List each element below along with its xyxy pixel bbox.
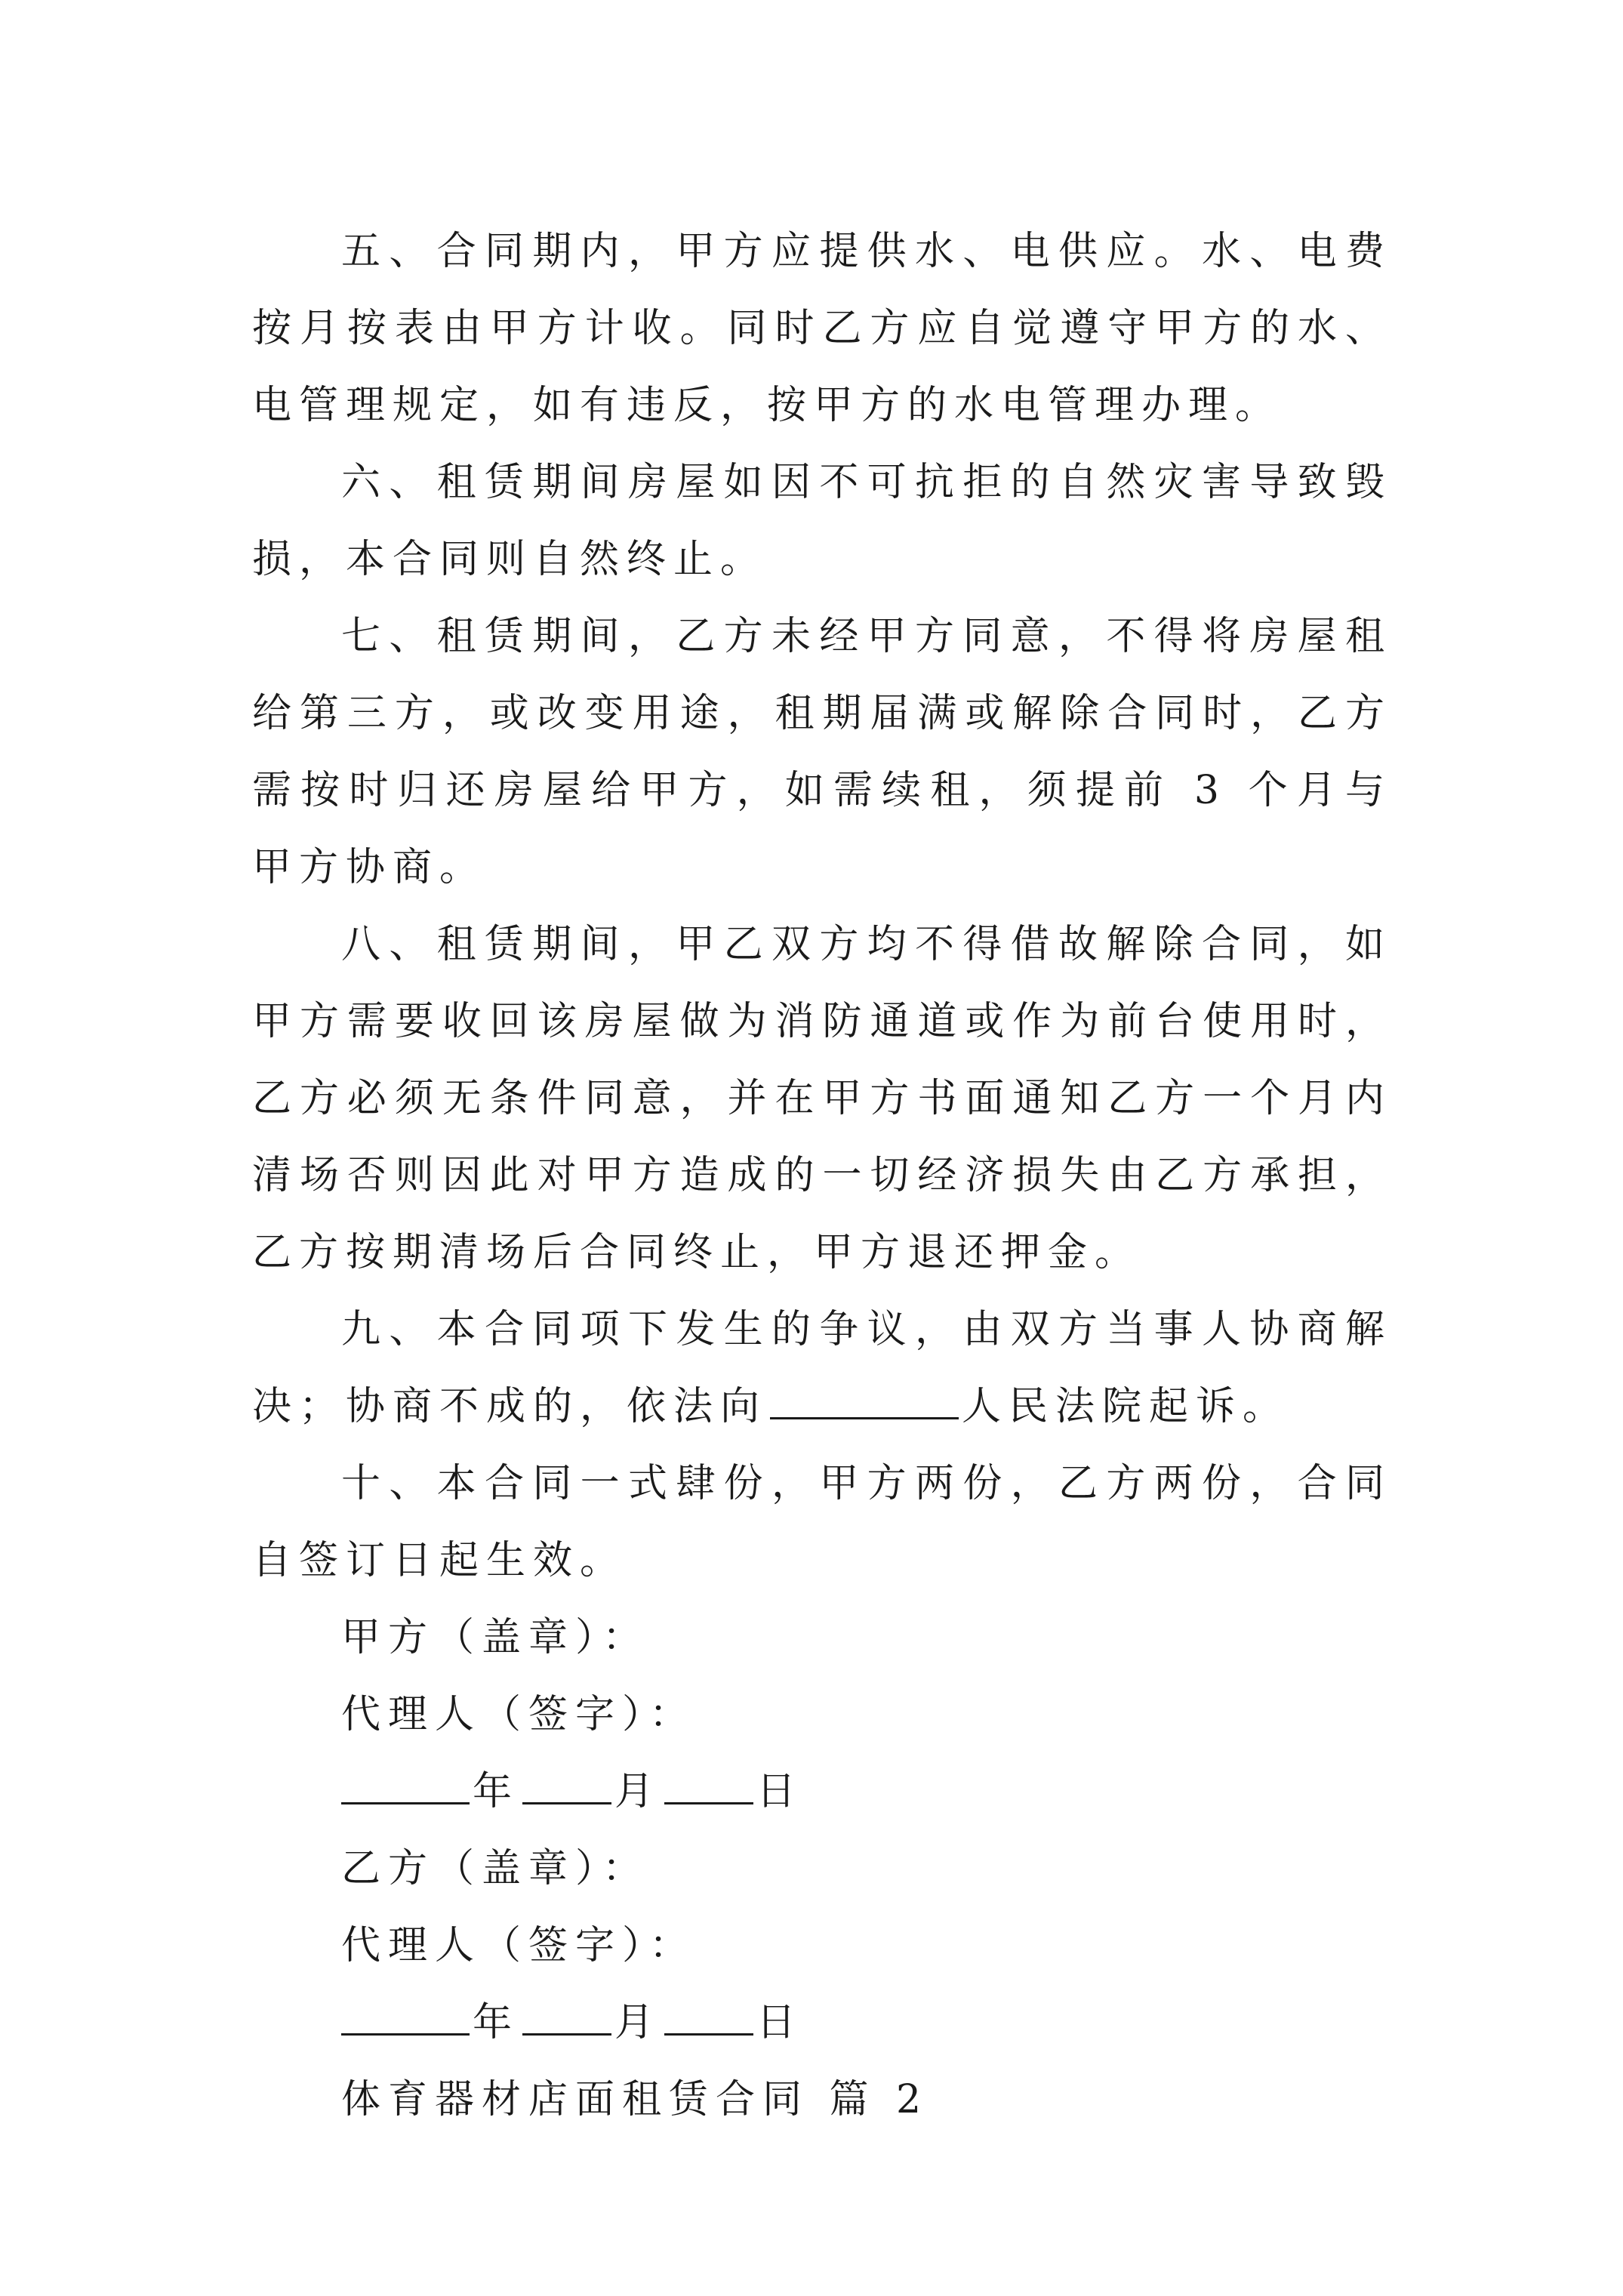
party-b-agent-label: 代理人（签字）：	[341, 1923, 697, 1968]
party-b-day-blank	[664, 1986, 753, 2036]
party-b-date-line	[252, 1984, 1392, 2061]
clause-6: 六、租赁期间房屋如因不可抗拒的自然灾害导致毁损，本合同则自然终止。	[252, 460, 1392, 582]
clause-10: 十、本合同一式肆份，甲方两份，乙方两份，合同自签订日起生效。	[252, 1461, 1392, 1583]
party-b-seal-label: 乙方（盖章）：	[341, 1846, 650, 1891]
clause-5: 五、合同期内，甲方应提供水、电供应。水、电费按月按表由甲方计收。同时乙方应自觉遵守甲方的水、电管理规定，如有违反，按甲方的水电管理办理。	[252, 229, 1392, 428]
party-a-year-label: 年	[473, 1769, 520, 1814]
party-a-agent-label: 代理人（签字）：	[341, 1692, 697, 1737]
clause-9-tail: 人民法院起诉。	[962, 1384, 1290, 1429]
party-a-seal-label: 甲方（盖章）：	[341, 1615, 650, 1660]
party-b-month-blank	[522, 1986, 611, 2036]
next-section-title: 体育器材店面租赁合同 篇 2	[341, 2077, 929, 2122]
party-a-day-label: 日	[756, 1769, 804, 1814]
party-b-month-label: 月	[614, 2000, 662, 2045]
contract-body	[252, 213, 1392, 2138]
clause-8: 八、租赁期间，甲乙双方均不得借故解除合同，如甲方需要收回该房屋做为消防通道或作为前台使用时，乙方必须无条件同意，并在甲方书面通知乙方一个月内清场否则因此对甲方造成的一切经济损失由乙方承担，乙方按期清场后合同终止，甲方退还押金。	[252, 922, 1392, 1275]
clause-9-text: 九、本合同项下发生的争议，由双方当事人协商解决；协商不成的，依法向	[252, 1307, 1392, 1429]
party-b-day-label: 日	[756, 2000, 804, 2045]
court-name-blank	[770, 1370, 959, 1419]
party-a-day-blank	[664, 1755, 753, 1804]
clause-9	[252, 1291, 1392, 1445]
clause-7: 七、租赁期间，乙方未经甲方同意，不得将房屋租给第三方，或改变用途，租期届满或解除合同时，乙方需按时归还房屋给甲方，如需续租，须提前 3 个月与甲方协商。	[252, 614, 1392, 890]
party-a-month-label: 月	[614, 1769, 662, 1814]
party-a-month-blank	[522, 1755, 611, 1804]
party-a-date-line	[252, 1753, 1392, 1830]
party-b-year-blank	[341, 1986, 470, 2036]
party-a-year-blank	[341, 1755, 470, 1804]
party-b-year-label: 年	[473, 2000, 520, 2045]
